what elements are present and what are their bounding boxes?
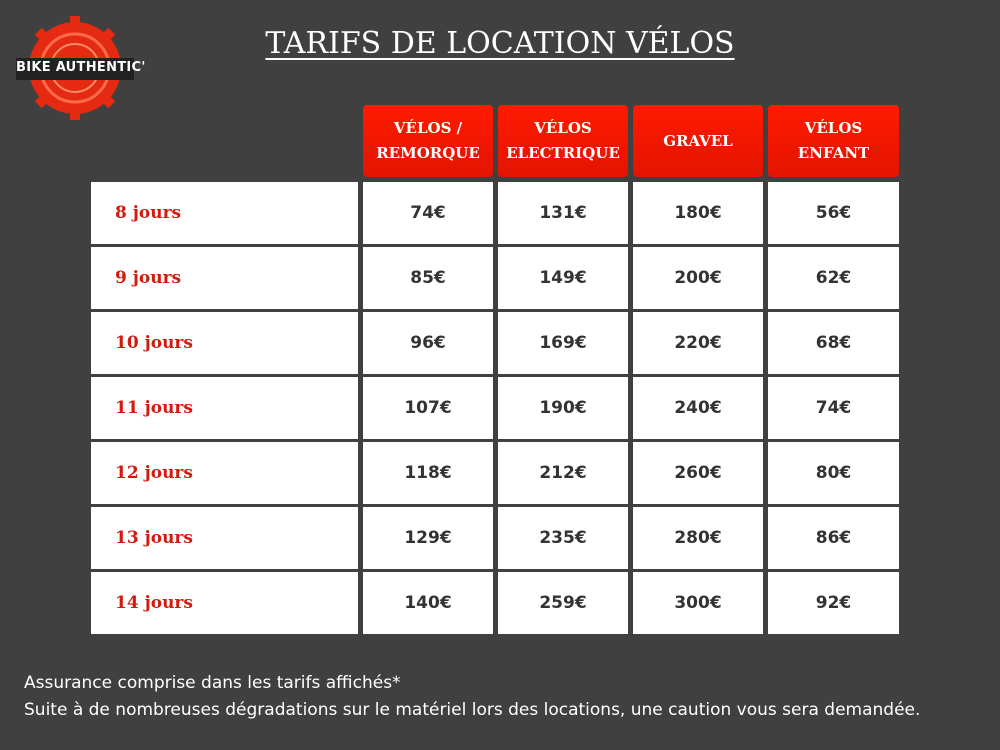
column-header-velos-remorque: VÉLOS / REMORQUE <box>363 105 493 177</box>
price-cell: 92€ <box>768 572 899 634</box>
row-label: 9 jours <box>91 247 358 309</box>
price-cell: 149€ <box>498 247 628 309</box>
price-cell: 107€ <box>363 377 493 439</box>
price-cell: 235€ <box>498 507 628 569</box>
price-cell: 180€ <box>633 182 763 244</box>
price-cell: 118€ <box>363 442 493 504</box>
column-header-gravel: GRAVEL <box>633 105 763 177</box>
price-cell: 96€ <box>363 312 493 374</box>
row-label: 12 jours <box>91 442 358 504</box>
price-cell: 220€ <box>633 312 763 374</box>
row-label: 10 jours <box>91 312 358 374</box>
row-label: 14 jours <box>91 572 358 634</box>
price-cell: 56€ <box>768 182 899 244</box>
price-cell: 212€ <box>498 442 628 504</box>
price-cell: 280€ <box>633 507 763 569</box>
row-label: 11 jours <box>91 377 358 439</box>
price-cell: 68€ <box>768 312 899 374</box>
price-cell: 300€ <box>633 572 763 634</box>
price-cell: 259€ <box>498 572 628 634</box>
price-cell: 200€ <box>633 247 763 309</box>
price-cell: 80€ <box>768 442 899 504</box>
price-cell: 62€ <box>768 247 899 309</box>
price-cell: 85€ <box>363 247 493 309</box>
price-cell: 169€ <box>498 312 628 374</box>
price-cell: 140€ <box>363 572 493 634</box>
price-cell: 131€ <box>498 182 628 244</box>
logo-text: BIKE AUTHENTIC' <box>16 60 146 75</box>
price-cell: 74€ <box>768 377 899 439</box>
column-header-velos-enfant: VÉLOS ENFANT <box>768 105 899 177</box>
row-label: 13 jours <box>91 507 358 569</box>
price-cell: 260€ <box>633 442 763 504</box>
price-cell: 74€ <box>363 182 493 244</box>
price-cell: 129€ <box>363 507 493 569</box>
price-cell: 86€ <box>768 507 899 569</box>
row-label: 8 jours <box>91 182 358 244</box>
price-cell: 190€ <box>498 377 628 439</box>
page-title: TARIFS DE LOCATION VÉLOS <box>265 26 735 61</box>
column-header-velos-electrique: VÉLOS ELECTRIQUE <box>498 105 628 177</box>
insurance-note: Assurance comprise dans les tarifs affichés* <box>24 673 401 693</box>
price-cell: 240€ <box>633 377 763 439</box>
deposit-note: Suite à de nombreuses dégradations sur le matériel lors des locations, une caution vous sera demandée. <box>24 700 921 720</box>
